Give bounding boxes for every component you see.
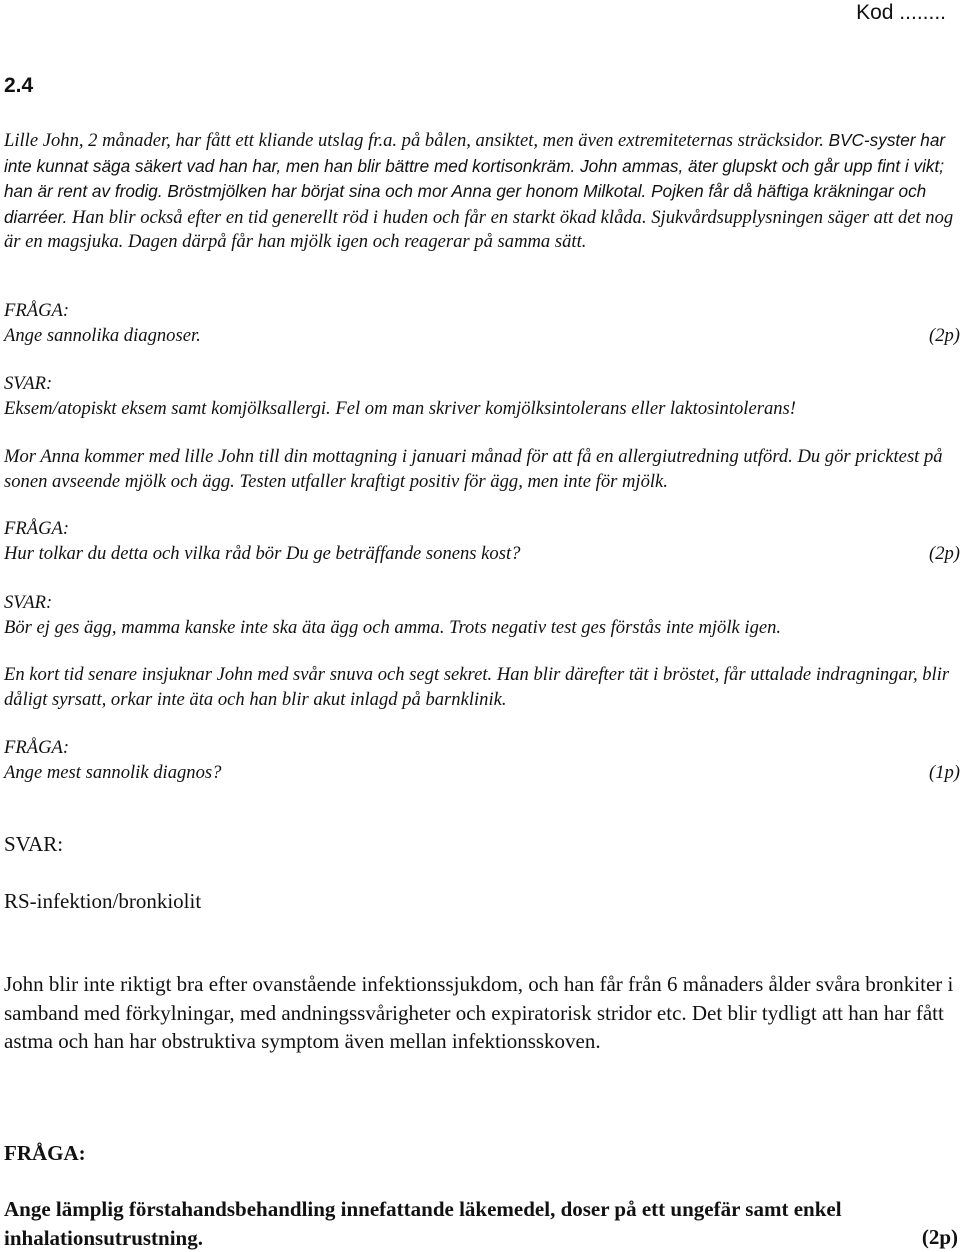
q2-question-row <box>4 542 960 567</box>
q3-points: (1p) <box>929 762 960 783</box>
q3-question-text: Ange mest sannolik diagnos? <box>4 762 222 783</box>
code-label: Kod ........ <box>856 1 946 24</box>
q2-answer-label: SVAR: <box>4 592 53 613</box>
q3-question-label: FRÅGA: <box>4 737 70 758</box>
q1-question-text: Ange sannolika diagnoser. <box>4 325 201 346</box>
intro-text-2: BVC-syster har inte kunnat säga säkert vad han har, men han blir bättre med kortisonkräm. John ammas, äter glupskt och går upp fint i vikt; han är rent av frodig. Bröstmjölken har börjat sina och mor Anna ger honom Milkotal. Pojken får då häftiga kräkningar och diarréer. <box>4 130 946 227</box>
intro-paragraph <box>4 128 960 255</box>
q1-answer-label: SVAR: <box>4 373 53 394</box>
q3-answer-label: SVAR: <box>4 832 64 856</box>
paragraph-allergy-test: Mor Anna kommer med lille John till din mottagning i januari månad för att få en allergiutredning utförd. Du gör pricktest på sonen avseende mjölk och ägg. Testen utfaller kraftigt positiv för ägg, men inte för mjölk. <box>4 446 943 492</box>
q3-answer-text: RS-infektion/bronkiolit <box>4 889 202 913</box>
paragraph-infection: En kort tid senare insjuknar John med svår snuva och segt sekret. Han blir därefter tät i bröstet, får uttalade indragningar, blir dåligt syrsatt, orkar inte äta och han blir akut inlagd på barnklinik. <box>4 664 950 710</box>
q3-question-row <box>4 761 960 786</box>
q4-points: (2p) <box>921 1225 958 1249</box>
q4-question-text: Ange lämplig förstahandsbehandling innefattande läkemedel, doser på ett ungefär samt enkel inhalationsutrustning. <box>4 1197 842 1250</box>
q2-answer-text: Bör ej ges ägg, mamma kanske inte ska äta ägg och amma. Trots negativ test ges förstås inte mjölk igen. <box>4 617 782 638</box>
q2-question-text: Hur tolkar du detta och vilka råd bör Du ge beträffande sonens kost? <box>4 543 521 564</box>
q2-question-label: FRÅGA: <box>4 518 70 539</box>
section-number: 2.4 <box>4 74 34 97</box>
q1-question-row <box>4 324 960 349</box>
q1-question-label: FRÅGA: <box>4 300 70 321</box>
q4-question-label: FRÅGA: <box>4 1141 86 1165</box>
q1-points: (2p) <box>929 325 960 346</box>
intro-text-1: Lille John, 2 månader, har fått ett kliande utslag fr.a. på bålen, ansiktet, men även extremiteternas sträcksidor. <box>4 130 824 151</box>
q1-answer-text: Eksem/atopiskt eksem samt komjölksallergi. Fel om man skriver komjölksintolerans eller laktosintolerans! <box>4 398 796 419</box>
q2-points: (2p) <box>929 543 960 564</box>
paragraph-asthma: John blir inte riktigt bra efter ovanstående infektionssjukdom, och han får från 6 månaders ålder svåra bronkiter i samband med förkylningar, med andningssvårigheter och expiratorisk stridor etc. Det blir tydligt att han har fått astma och han har obstruktiva symptom även mellan infektionsskoven. <box>4 972 954 1053</box>
intro-text-3: Han blir också efter en tid generellt röd i huden och får en starkt ökad klåda. Sjukvårdsupplysningen säger att det nog är en magsjuka. Dagen därpå får han mjölk igen och reagerar på samma sätt. <box>4 206 954 252</box>
